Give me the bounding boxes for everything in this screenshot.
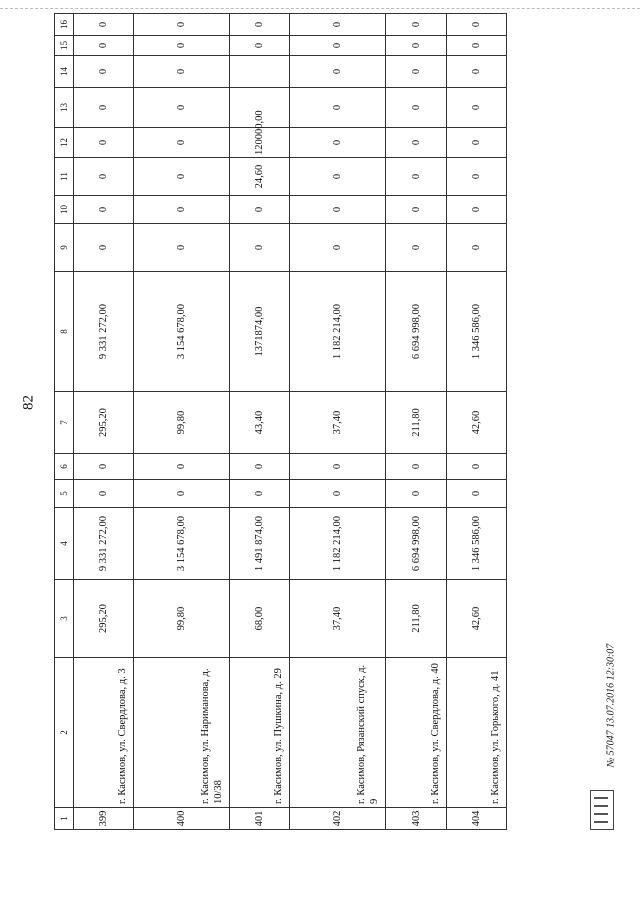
table-row [290,14,386,830]
table-cell: 295,20 [74,580,134,658]
table-cell: 0 [134,88,230,128]
table-cell: 0 [290,454,386,480]
table-cell: 3 154 678,00 [134,272,230,392]
header-row [55,14,74,830]
table-cell: 43,40 [230,392,290,454]
table-cell: 42,60 [446,580,506,658]
table-cell: 0 [446,56,506,88]
table-cell: 403 [386,808,446,830]
table-cell: 0 [290,36,386,56]
table-cell: 24,60 [230,158,290,196]
top-scan-edge [0,8,640,9]
table-cell: 68,00 [230,580,290,658]
column-header-12: 12 [55,128,74,158]
table-cell: 0 [290,158,386,196]
table-cell: 0 [230,224,290,272]
table-cell: 0 [230,196,290,224]
table-cell: 402 [290,808,386,830]
table-cell: 0 [446,224,506,272]
table-cell: 120000,00 [230,128,290,158]
column-header-5: 5 [55,480,74,508]
column-header-8: 8 [55,272,74,392]
table-cell: 0 [74,36,134,56]
table-cell: 0 [290,196,386,224]
table-cell: 0 [446,480,506,508]
page-number: 82 [20,395,37,410]
table-row [134,14,230,830]
table-cell: 0 [386,36,446,56]
table-cell: 0 [74,480,134,508]
table-cell: 99,80 [134,580,230,658]
table-cell: 0 [134,128,230,158]
table-cell: 0 [134,454,230,480]
column-header-10: 10 [55,196,74,224]
address-cell: г. Касимов, ул. Свердлова, д. 40 [386,658,446,808]
table-cell: 0 [134,480,230,508]
table-cell: 0 [230,454,290,480]
table-cell: 0 [290,88,386,128]
table-cell: 37,40 [290,392,386,454]
table-cell: 0 [134,36,230,56]
table-cell: 1 346 586,00 [446,272,506,392]
table-cell: 99,80 [134,392,230,454]
table-row [386,14,446,830]
table-cell: 0 [386,196,446,224]
table-cell: 0 [290,56,386,88]
table-cell: 0 [290,480,386,508]
table-cell: 0 [386,454,446,480]
table-cell: 0 [386,14,446,36]
table-cell [230,56,290,88]
table-cell: 0 [74,14,134,36]
table-cell: 399 [74,808,134,830]
registry-stamp-logo [590,790,614,830]
table-cell: 0 [74,88,134,128]
table-cell: 0 [74,196,134,224]
column-header-2: 2 [55,658,74,808]
column-header-6: 6 [55,454,74,480]
table-cell: 401 [230,808,290,830]
address-cell: г. Касимов, ул. Нариманова, д. 10/38 [134,658,230,808]
document-stamp-text: № 57047 13.07.2016 12:30:07 [605,643,617,768]
table-cell: 0 [134,14,230,36]
column-header-14: 14 [55,56,74,88]
column-header-15: 15 [55,36,74,56]
table-cell: 0 [290,224,386,272]
table-cell: 0 [446,36,506,56]
table-cell: 0 [74,128,134,158]
table-row [230,14,290,830]
table-cell: 9 331 272,00 [74,272,134,392]
table-cell: 0 [230,14,290,36]
table-cell: 0 [74,224,134,272]
column-header-7: 7 [55,392,74,454]
column-header-4: 4 [55,508,74,580]
table-cell: 37,40 [290,580,386,658]
table-cell: 0 [446,158,506,196]
table-cell: 211,80 [386,392,446,454]
address-cell: г. Касимов, ул. Горького, д. 41 [446,658,506,808]
table-cell: 1 182 214,00 [290,508,386,580]
table-cell: 0 [290,128,386,158]
table-cell: 3 154 678,00 [134,508,230,580]
table-cell: 0 [74,158,134,196]
table-cell: 1 182 214,00 [290,272,386,392]
table-row [446,14,506,830]
table-cell: 0 [446,454,506,480]
table-cell: 1371874,00 [230,272,290,392]
table-cell: 0 [386,158,446,196]
column-header-1: 1 [55,808,74,830]
table-container [54,14,507,830]
table-cell: 0 [230,480,290,508]
table-cell: 6 694 998,00 [386,508,446,580]
table-cell: 0 [446,128,506,158]
table-cell: 0 [134,224,230,272]
table-cell: 0 [446,196,506,224]
table-cell: 295,20 [74,392,134,454]
address-cell: г. Касимов, ул. Пушкина, д. 29 [230,658,290,808]
table-cell: 0 [74,454,134,480]
table-cell: 0 [446,88,506,128]
table-cell: 0 [386,224,446,272]
table-cell: 0 [134,158,230,196]
column-header-16: 16 [55,14,74,36]
table-cell: 0 [386,128,446,158]
table-cell: 0 [386,56,446,88]
rotated-table-area [54,14,507,830]
table-cell: 0 [74,56,134,88]
table-cell: 0 [290,14,386,36]
data-table [54,13,507,830]
table-cell: 9 331 272,00 [74,508,134,580]
table-cell: 42,60 [446,392,506,454]
column-header-3: 3 [55,580,74,658]
table-cell: 211,80 [386,580,446,658]
table-cell: 0 [446,14,506,36]
table-cell: 1 491 874,00 [230,508,290,580]
column-header-9: 9 [55,224,74,272]
table-cell: 0 [134,56,230,88]
table-cell: 6 694 998,00 [386,272,446,392]
table-row [74,14,134,830]
table-cell: 400 [134,808,230,830]
table-cell: 1 346 586,00 [446,508,506,580]
address-cell: г. Касимов, ул. Свердлова, д. 3 [74,658,134,808]
table-cell: 0 [386,480,446,508]
table-cell: 0 [386,88,446,128]
column-header-13: 13 [55,88,74,128]
table-cell: 0 [134,196,230,224]
table-cell: 404 [446,808,506,830]
table-cell: 0 [230,36,290,56]
address-cell: г. Касимов, Рязанский спуск, д. 9 [290,658,386,808]
column-header-11: 11 [55,158,74,196]
